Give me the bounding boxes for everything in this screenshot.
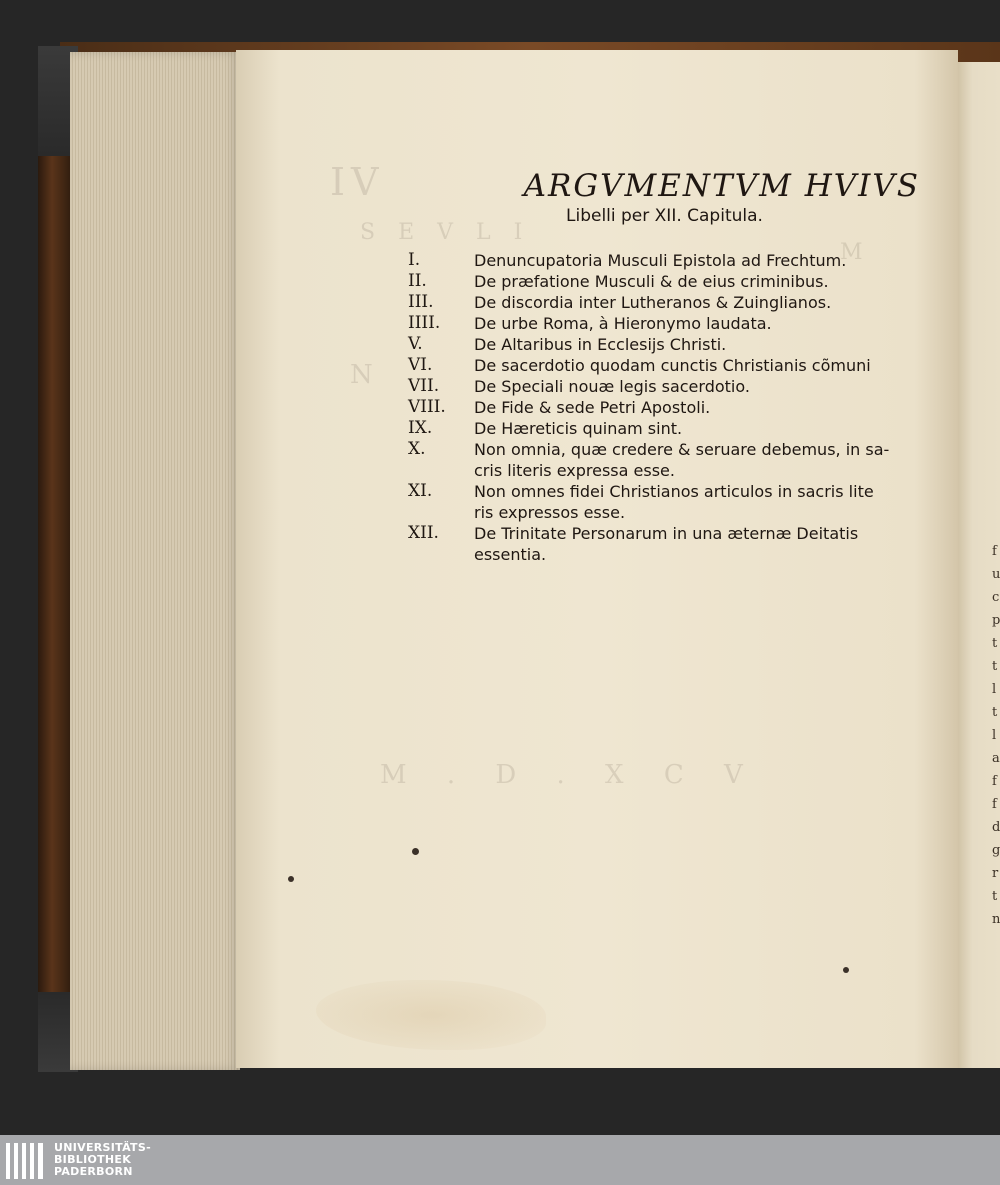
- logo-line-1: UNIVERSITÄTS-: [54, 1141, 151, 1154]
- chapter-number: IIII.: [408, 313, 441, 333]
- edge-letter: f: [992, 774, 997, 789]
- edge-letter: t: [992, 705, 998, 720]
- chapter-text: De Altaribus in Ecclesijs Christi.: [474, 335, 727, 354]
- chapter-number: I.: [408, 250, 421, 270]
- chapter-row: [408, 523, 928, 565]
- paper-wormhole: [843, 967, 849, 973]
- chapter-row: [408, 250, 928, 271]
- logo-line-2: BIBLIOTHEK: [54, 1153, 132, 1166]
- page-subtitle: Libelli per XII. Capitula.: [566, 206, 763, 226]
- chapter-row: [408, 418, 928, 439]
- edge-letter: l: [992, 728, 997, 743]
- chapter-row: [408, 334, 928, 355]
- chapter-number: VIII.: [408, 397, 446, 417]
- edge-letter: t: [992, 659, 998, 674]
- chapter-row: [408, 292, 928, 313]
- right-page-letters: [992, 540, 1000, 931]
- chapter-number: XI.: [408, 481, 433, 501]
- edge-letter: p: [992, 613, 1000, 628]
- edge-letter: l: [992, 682, 997, 697]
- chapter-row: [408, 439, 928, 481]
- edge-letter: a: [992, 751, 1000, 766]
- chapter-text: De urbe Roma, à Hieronymo laudata.: [474, 314, 772, 333]
- chapter-list: [408, 250, 928, 565]
- library-logo-icon: [6, 1143, 48, 1179]
- edge-letter: f: [992, 544, 997, 559]
- chapter-row: [408, 313, 928, 334]
- chapter-text: De Hæreticis quinam sint.: [474, 419, 683, 438]
- chapter-number: VI.: [408, 355, 433, 375]
- chapter-number: X.: [408, 439, 426, 459]
- chapter-text: Denuncupatoria Musculi Epistola ad Frechtum.: [474, 251, 847, 270]
- edge-letter: r: [992, 866, 999, 881]
- edge-letter: c: [992, 590, 1000, 605]
- chapter-text: De discordia inter Lutheranos & Zuinglianos.: [474, 293, 832, 312]
- chapter-row: [408, 271, 928, 292]
- edge-letter: t: [992, 889, 998, 904]
- chapter-text: De Speciali nouæ legis sacerdotio.: [474, 377, 750, 396]
- edge-letter: u: [992, 567, 1000, 582]
- chapter-number: V.: [408, 334, 423, 354]
- chapter-row: [408, 481, 928, 523]
- edge-letter: f: [992, 797, 997, 812]
- edge-letter: d: [992, 820, 1000, 835]
- chapter-number: VII.: [408, 376, 440, 396]
- paper-wormhole: [412, 848, 419, 855]
- chapter-number: II.: [408, 271, 427, 291]
- chapter-text: De præfatione Musculi & de eius criminibus.: [474, 272, 829, 291]
- chapter-text: Non omnes fidei Christianos articulos in sacris lite ris expressos esse.: [474, 482, 874, 522]
- chapter-row: [408, 397, 928, 418]
- edge-letter: t: [992, 636, 998, 651]
- chapter-row: [408, 355, 928, 376]
- edge-letter: n: [992, 912, 1000, 927]
- chapter-number: IX.: [408, 418, 433, 438]
- chapter-number: XII.: [408, 523, 439, 543]
- chapter-row: [408, 376, 928, 397]
- chapter-text: Non omnia, quæ credere & seruare debemus, in sa- cris literis expressa esse.: [474, 440, 890, 480]
- edge-letter: g: [992, 843, 1000, 858]
- library-logo-text: [54, 1142, 151, 1178]
- page-title: ARGVMENTVM HVIVS: [523, 168, 920, 204]
- paper-wormhole: [288, 876, 294, 882]
- library-footer-bar: [0, 1135, 1000, 1185]
- chapter-number: III.: [408, 292, 434, 312]
- chapter-text: De Fide & sede Petri Apostoli.: [474, 398, 711, 417]
- logo-line-3: PADERBORN: [54, 1165, 133, 1178]
- chapter-text: De sacerdotio quodam cunctis Christianis cõmuni: [474, 356, 871, 375]
- chapter-text: De Trinitate Personarum in una æternæ Deitatis essentia.: [474, 524, 859, 564]
- page-block-edges: [70, 52, 240, 1070]
